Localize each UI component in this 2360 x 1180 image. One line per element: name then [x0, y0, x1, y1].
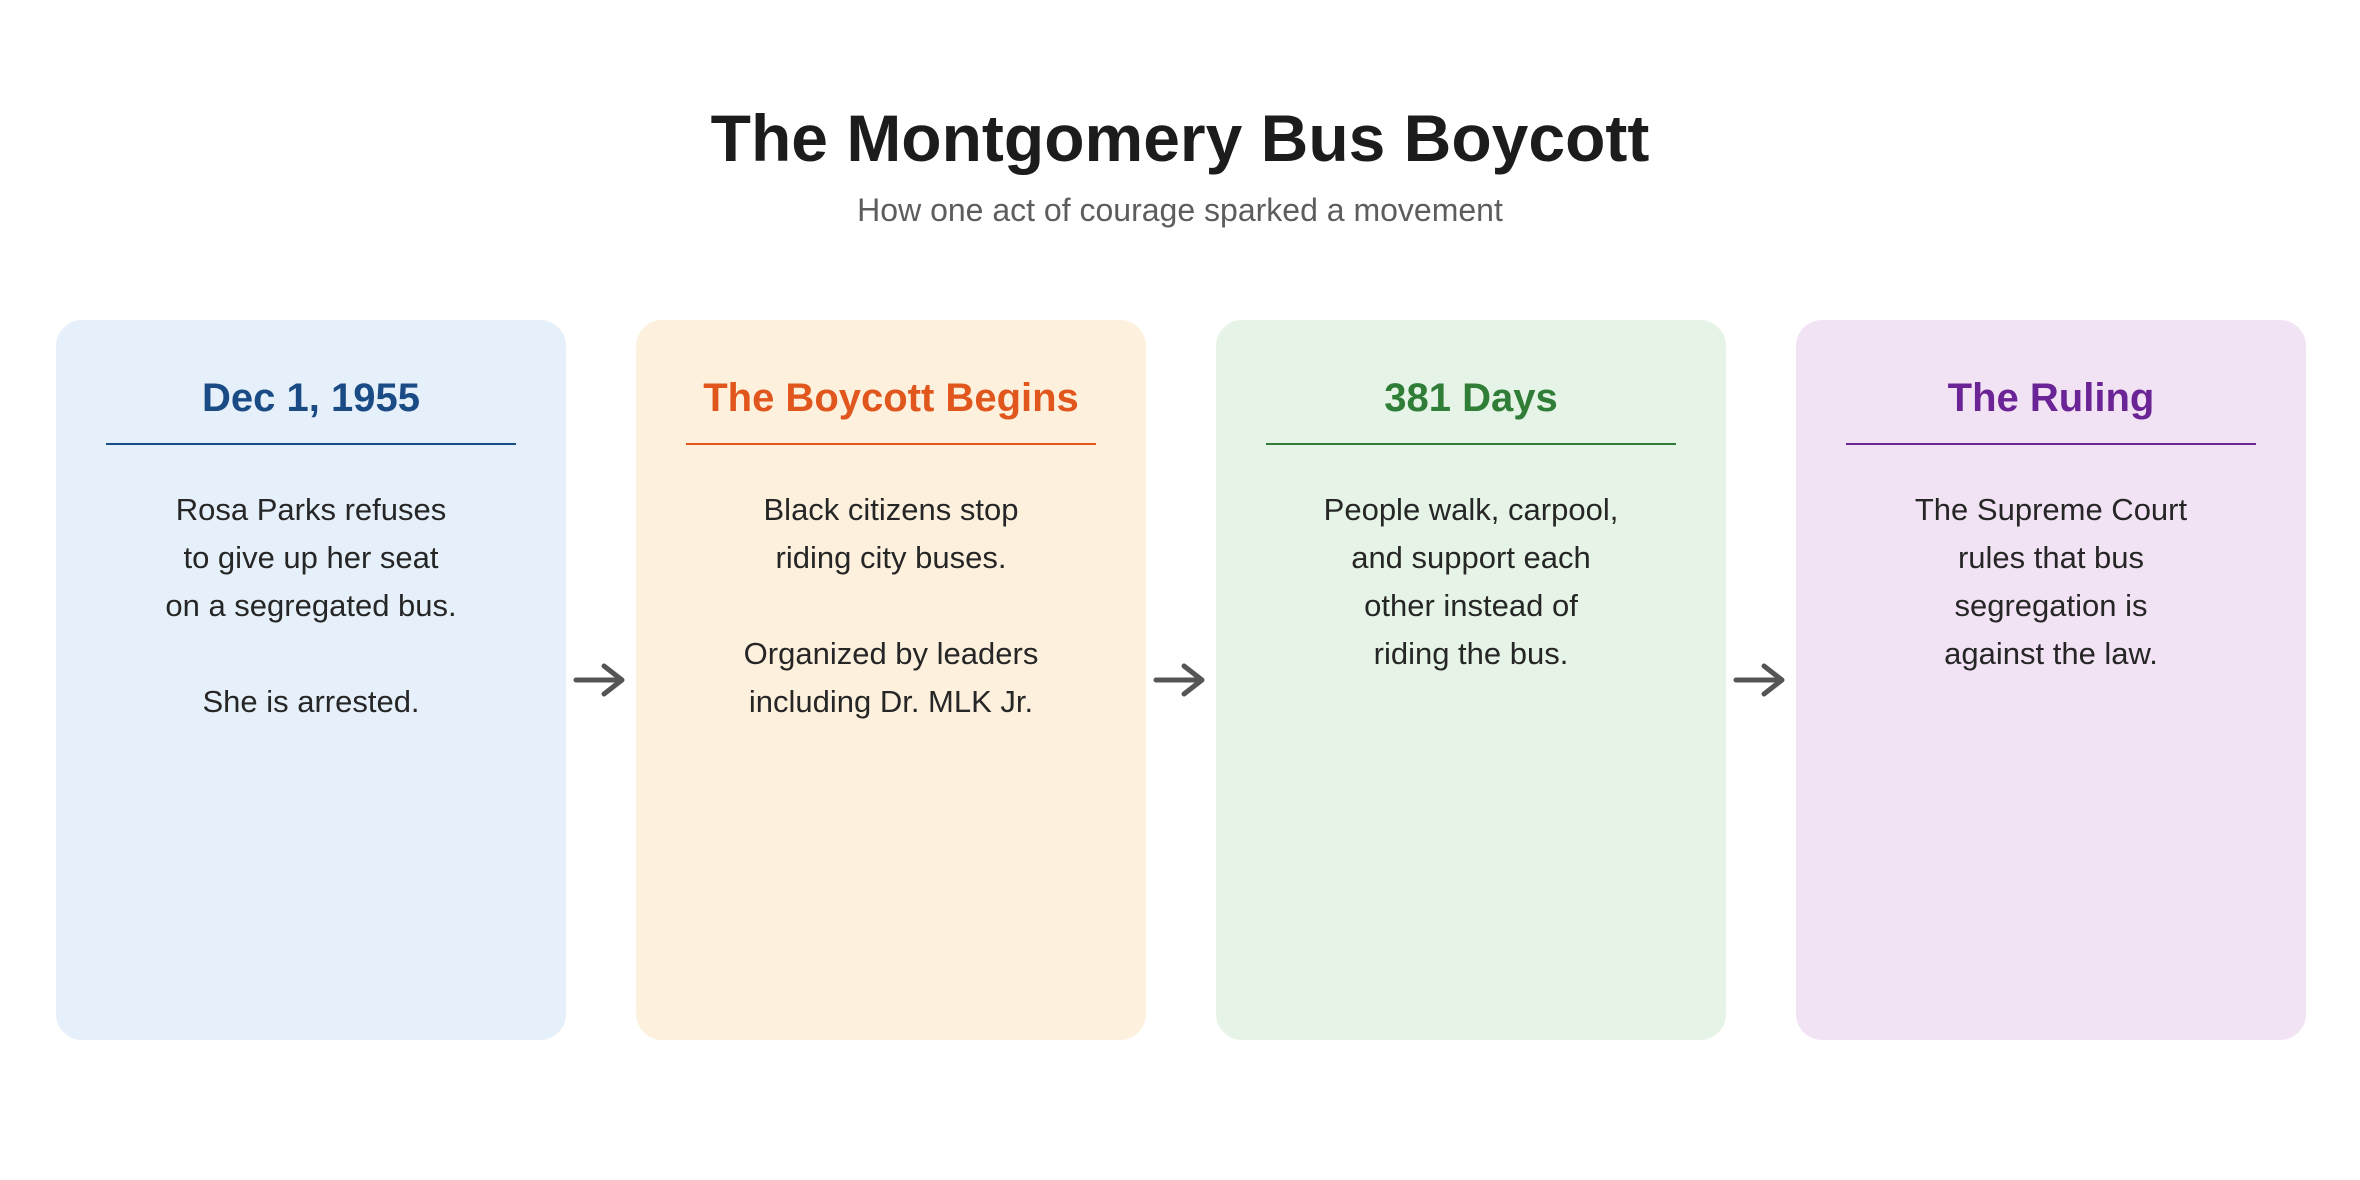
page-subtitle: How one act of courage sparked a movement — [857, 192, 1503, 228]
card-text-line: The Supreme Court — [1914, 492, 2188, 527]
card-text-line: riding the bus. — [1373, 636, 1569, 671]
card-text-line: People walk, carpool, — [1323, 492, 1619, 527]
card-body — [1216, 486, 1726, 678]
card-paragraph — [636, 630, 1146, 726]
card-divider — [1846, 443, 2256, 445]
card-text-line: rules that bus — [1957, 540, 2145, 575]
card-divider — [106, 443, 516, 445]
timeline-card-dec-1-1955 — [56, 320, 566, 1040]
card-text-line: against the law. — [1944, 636, 2158, 671]
card-text-line: Black citizens stop — [763, 492, 1019, 527]
card-body — [636, 486, 1146, 726]
card-paragraph — [56, 678, 566, 726]
timeline-card-boycott-begins — [636, 320, 1146, 1040]
card-text-line: on a segregated bus. — [165, 588, 457, 623]
arrow-right-icon — [1730, 650, 1790, 710]
card-title: 381 Days — [1384, 376, 1558, 420]
card-paragraph — [636, 486, 1146, 582]
card-title: The Boycott Begins — [703, 376, 1079, 420]
arrow-right-icon — [570, 650, 630, 710]
timeline-card-381-days — [1216, 320, 1726, 1040]
page-title: The Montgomery Bus Boycott — [710, 101, 1650, 175]
card-paragraph — [1796, 486, 2306, 678]
card-text-line: to give up her seat — [183, 540, 439, 575]
card-divider — [686, 443, 1096, 445]
arrow-right-icon — [1150, 650, 1210, 710]
card-paragraph — [56, 486, 566, 630]
card-text-line: Organized by leaders — [743, 636, 1039, 671]
card-text-line: and support each — [1351, 540, 1591, 575]
card-text-line: including Dr. MLK Jr. — [748, 684, 1034, 719]
card-title: Dec 1, 1955 — [202, 376, 420, 420]
card-body — [56, 486, 566, 726]
card-text-line: riding city buses. — [775, 540, 1007, 575]
card-title: The Ruling — [1947, 376, 2155, 420]
card-text-line: segregation is — [1954, 588, 2148, 623]
card-paragraph — [1216, 486, 1726, 678]
card-body — [1796, 486, 2306, 678]
card-text-line: She is arrested. — [202, 684, 420, 719]
card-text-line: Rosa Parks refuses — [175, 492, 447, 527]
card-divider — [1266, 443, 1676, 445]
card-text-line: other instead of — [1364, 588, 1578, 623]
timeline-card-the-ruling — [1796, 320, 2306, 1040]
